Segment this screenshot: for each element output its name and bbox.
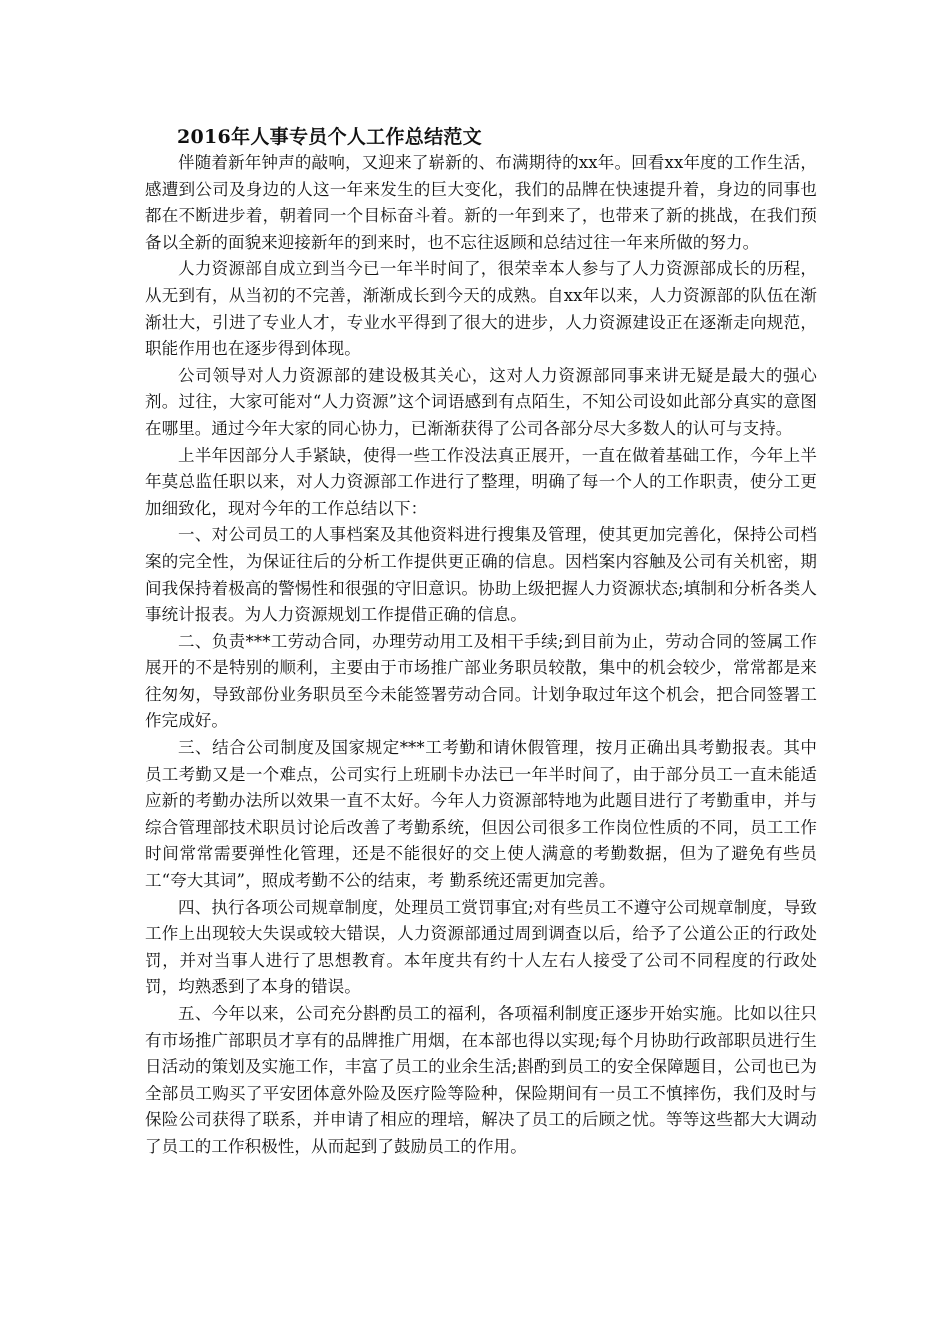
paragraph-item-4: 四、执行各项公司规章制度，处理员工赏罚事宜;对有些员工不遵守公司规章制度，导致工作上出现较大失误或较大错误，人力资源部通过周到调查以后，给予了公道公正的行政处罚，并对当事人进行了思想教育。本年度共有约十人左右人接受了公司不同程度的行政处罚，均熟悉到了本身的错误。 (145, 897, 817, 997)
document-body (145, 124, 817, 1161)
paragraph-item-5: 五、今年以来，公司充分斟酌员工的福利，各项福利制度正逐步开始实施。比如以往只有市场推广部职员才享有的品牌推广用烟，在本部也得以实现;每个月协助行政部职员进行生日活动的策划及实施工作，丰富了员工的业余生活;斟酌到员工的安全保障题目，公司也已为全部员工购买了平安团体意外险及医疗险等险种，保险期间有一员工不慎摔伤，我们及时与保险公司获得了联系，并申请了相应的理培，解决了员工的后顾之忧。等等这些都大大调动了员工的工作积极性，从而起到了鼓励员工的作用。 (145, 1004, 817, 1156)
paragraph-intro: 伴随着新年钟声的敲响，又迎来了崭新的、布满期待的xx年。回看xx年度的工作生活，感遭到公司及身边的人这一年来发生的巨大变化，我们的品牌在快速提升着，身边的同事也都在不断进步着，朝着同一个目标奋斗着。新的一年到来了，也带来了新的挑战，在我们预备以全新的面貌来迎接新年的到来时，也不忘往返顾和总结过往一年来所做的努力。 (145, 153, 817, 252)
paragraph-item-2: 二、负责***工劳动合同，办理劳动用工及相干手续;到目前为止，劳动合同的签属工作展开的不是特别的顺利，主要由于市场推广部业务职员较散，集中的机会较少，常常都是来往匆匆，导致部份业务职员至今未能签署劳动合同。计划争取过年这个机会，把合同签署工作完成好。 (145, 631, 817, 731)
paragraph-first-half: 上半年因部分人手紧缺，使得一些工作没法真正展开，一直在做着基础工作，今年上半年莫总监任职以来，对人力资源部工作进行了整理，明确了每一个人的工作职责，使分工更加细致化，现对今年的工作总结以下： (145, 445, 817, 518)
paragraph-hr-history: 人力资源部自成立到当今已一年半时间了，很荣幸本人参与了人力资源部成长的历程，从无到有，从当初的不完善，渐渐成长到今天的成熟。自xx年以来，人力资源部的队伍在渐渐壮大，引进了专业人才，专业水平得到了很大的进步，人力资源建设正在逐渐走向规范，职能作用也在逐步得到体现。 (145, 259, 817, 359)
paragraph-item-3: 三、结合公司制度及国家规定***工考勤和请休假管理，按月正确出具考勤报表。其中员工考勤又是一个难点，公司实行上班刷卡办法已一年半时间了，由于部分员工一直未能适应新的考勤办法所以效果一直不太好。今年人力资源部特地为此题目进行了考勤重申，并与综合管理部技术职员讨论后改善了考勤系统，但因公司很多工作岗位性质的不同，员工工作时间常常需要弹性化管理，还是不能很好的交上使人满意的考勤数据，但为了避免有些员工“夸大其词”，照成考勤不公的结束，考 勤系统还需更加完善。 (145, 738, 817, 891)
paragraph-leadership-support: 公司领导对人力资源部的建设极其关心，这对人力资源部同事来讲无疑是最大的强心剂。过往，大家可能对“人力资源”这个词语感到有点陌生，不知公司设如此部分真实的意图在哪里。通过今年大家的同心协力，已渐渐获得了公司各部分尽大多数人的认可与支持。 (145, 365, 817, 438)
paragraph-item-1: 一、对公司员工的人事档案及其他资料进行搜集及管理，使其更加完善化，保持公司档案的完全性，为保证往后的分析工作提供更正确的信息。因档案内容触及公司有关机密，期间我保持着极高的警惕性和很强的守旧意识。协助上级把握人力资源状态;填制和分析各类人事统计报表。为人力资源规划工作提借正确的信息。 (145, 525, 817, 625)
document-title: 2016年人事专员个人工作总结范文 (177, 126, 482, 148)
